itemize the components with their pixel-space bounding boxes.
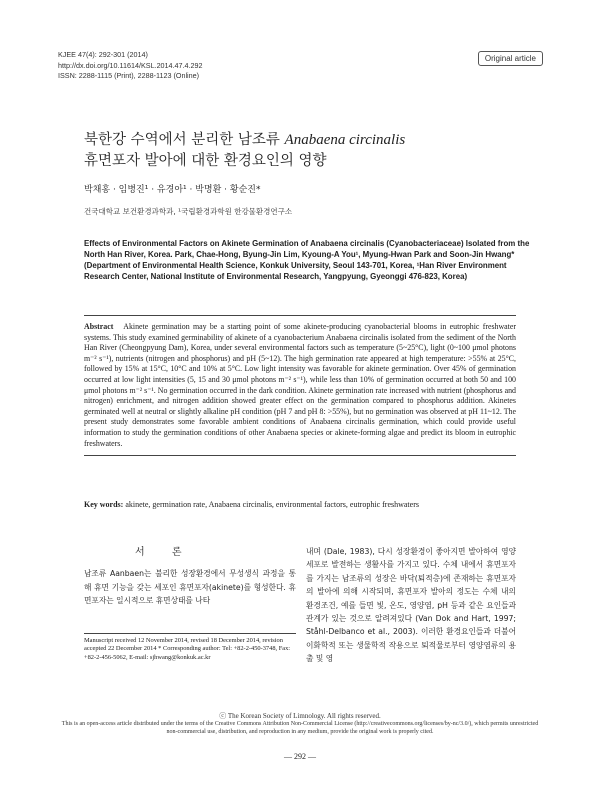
korean-title-line2: 휴면포자 발아에 대한 환경요인의 영향	[84, 153, 327, 169]
section-heading-introduction: 서 론	[135, 547, 194, 558]
keywords	[84, 500, 419, 509]
english-title-block: Effects of Environmental Factors on Akinete Germination of Anabaena circinalis (Cyanobacteriaceae) Isolated from the North Han River, Korea. Park, Chae-Hong, Byung-Jin Lim, Kyoung-A You¹, Myung-Hwan Park and Soon-Jin Hwang* (Department of Environmental Health Science, Konkuk University, Seoul 143-701, Korea, ¹Han River Environment Research Center, National Institute of Environmental Research, Yangpyung, Gyeonggi 476-823, Korea)	[84, 239, 530, 281]
korean-title	[84, 130, 405, 172]
journal-header	[58, 50, 203, 82]
copyright: ⓒ The Korean Society of Limnology. All rights reserved.	[219, 712, 381, 720]
license-block	[60, 712, 540, 736]
abstract-text: Akinete germination may be a starting point of some akinete-producing cyanobacterial blooms in eutrophic freshwater systems. This study examined germinability of akinete of a cyanobacterium Anabaena circinalis isolated from the sediment of the North Han River (Cheongpyung Dam), Korea, under several environmental factors such as temperature (5~25°C), light (0~100 μmol photons m⁻² s⁻¹), nutrients (nitrogen and phosphorus) and pH (5~12). The high germination rate appeared at high temperature: >55% at 25°C, followed by 15% at 15°C, 10°C and 10% at 5°C. Low light intensity was favorable for akinete germination. Over 45% of germination occurred at low light intensities (5, 15 and 30 μmol photons m⁻² s⁻¹), while less than 10% of germination occurred at both 50 and 100 μmol photons m⁻² s⁻¹. No germination occurred in the dark condition. Akinete germination rate increased with nutrient (phosphorus and nitrogen) enrichment, and nitrogen addition showed greater effect on the germination compared to phosphorus addition. Akinetes germinated well at neutral or slightly alkaline pH condition (pH 7 and pH 8: >55%), but no germination was observed at pH 11~12. The present study demonstrates some favorable ambient conditions of Anabaena circinalis germination, which could provide useful information to study the germination conditions of other Anabaena species or akinete-forming algae and predict its bloom in eutrophic freshwaters.	[84, 322, 517, 448]
journal-citation: KJEE 47(4): 292-301 (2014)	[58, 50, 148, 59]
issn: ISSN: 2288-1115 (Print), 2288-1123 (Online)	[58, 71, 200, 80]
keywords-text: akinete, germination rate, Anabaena circinalis, environmental factors, eutrophic freshwaters	[125, 500, 419, 509]
body-column-left: 남조류 Aanbaen는 불리한 성장환경에서 무성생식 과정을 통해 휴면 기능을 갖는 세포인 휴면포자(akinete)를 형성한다. 휴면포자는 일시적으로 휴면상태를 나타	[84, 569, 296, 605]
footnote: Manuscript received 12 November 2014, revised 18 December 2014, revision accepted 22 December 2014 * Corresponding author: Tel: +82-2-450-3748, Fax: +82-2-456-5062, E-mail: sjhwang@konkuk.ac.kr	[84, 633, 296, 662]
doi-link[interactable]: http://dx.doi.org/10.11614/KSL.2014.47.4.292	[58, 60, 203, 70]
body-column-right: 내며 (Dale, 1983), 다시 성장환경이 좋아지면 발아하여 영양세포로 발전하는 생활사를 가지고 있다. 수체 내에서 휴면포자를 가지는 남조류의 성장은 바닥(퇴적층)에 존재하는 휴면포자의 발아에 의해 시작되며, 휴면포자 발아의 정도는 수체 내의 환경조건, 예를 들면 빛, 온도, 영양염, pH 등과 같은 요인들과 관계가 있는 것으로 알려져있다 (Van Dok and Hart, 1997; Ståhl-Delbanco et al., 2003). 이러한 환경요인들과 더불어 이화학적 또는 생물학적 작용으로 퇴적물로부터 영양염류의 용출 및 영	[306, 547, 516, 664]
abstract-box	[84, 315, 516, 456]
abstract-label: Abstract	[84, 322, 114, 331]
korean-title-species: Anabaena circinalis	[284, 132, 406, 148]
korean-affiliation: 건국대학교 보건환경과학과, ¹국립환경과학원 한강물환경연구소	[84, 207, 293, 216]
korean-authors: 박채홍 · 임병진¹ · 유경아¹ · 박명환 · 황순진*	[84, 185, 261, 195]
abstract	[84, 322, 516, 449]
page-number: — 292 —	[284, 752, 316, 761]
keywords-label: Key words:	[84, 500, 124, 509]
article-type-badge: Original article	[478, 51, 543, 66]
license-text: This is an open-access article distributed under the terms of the Creative Commons Attribution Non-Commercial License (http://creativecommons.org/licenses/by-nc/3.0/), which permits unrestricted non-commercial use, distribution, and reproduction in any medium, provide the original work is properly cited.	[61, 721, 539, 735]
korean-title-line1: 북한강 수역에서 분리한 남조류	[84, 132, 280, 148]
